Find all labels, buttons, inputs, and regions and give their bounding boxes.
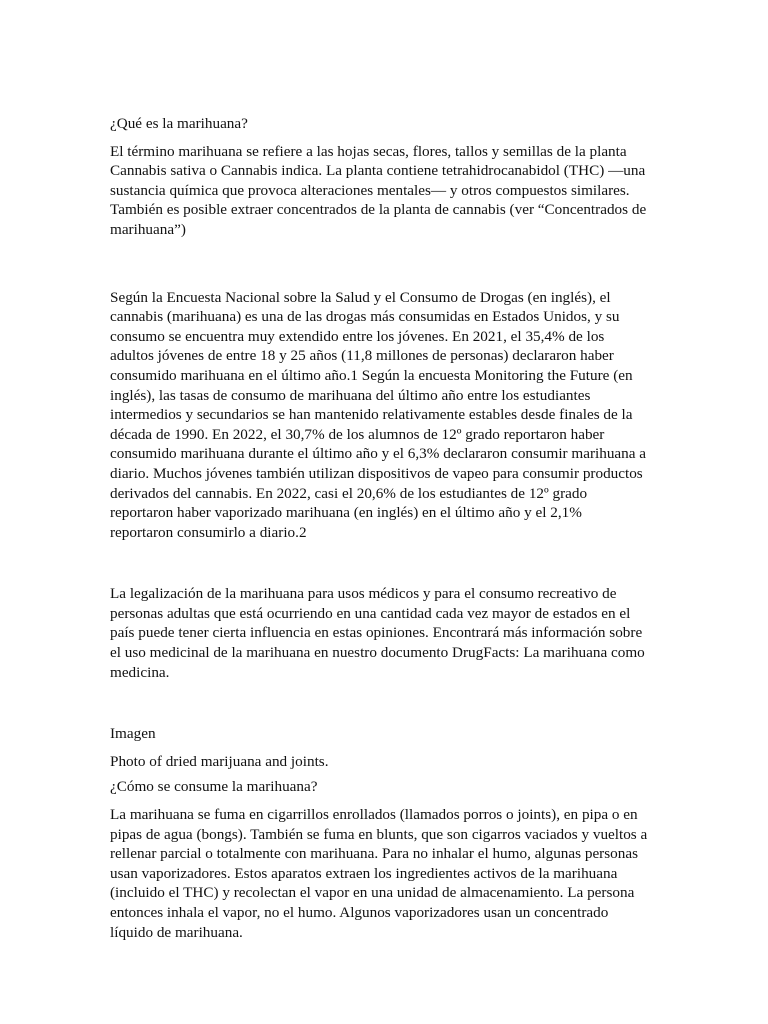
document-body [110,114,670,942]
paragraph-line: consumido marihuana durante el último año y el 6,3% declararon consumir marihuana a [110,445,647,463]
paragraph-line: país puede tener cierta influencia en estas opiniones. Encontrará más información sobre [110,624,643,642]
heading-what-is-marijuana [110,114,670,134]
paragraph-line: consumido marihuana en el último año.1 Según la encuesta Monitoring the Future (en [110,366,633,384]
paragraph-line: década de 1990. En 2022, el 30,7% de los alumnos de 12º grado reportaron haber [110,425,605,443]
image-caption [110,752,670,772]
paragraph-line: consumo se encuentra muy extendido entre los jóvenes. En 2021, el 35,4% de los [110,327,605,345]
paragraph-line: reportaron consumirlo a diario.2 [110,523,307,541]
paragraph-line: La marihuana se fuma en cigarrillos enrollados (llamados porros o joints), en pipa o en [110,806,638,824]
paragraph-line: personas adultas que está ocurriendo en una cantidad cada vez mayor de estados en el [110,604,631,622]
paragraph-line: marihuana”) [110,220,186,238]
image-label-text: Imagen [110,725,156,743]
paragraph-line: La legalización de la marihuana para usos médicos y para el consumo recreativo de [110,585,617,603]
paragraph-line: inglés), las tasas de consumo de marihuana del último año entre los estudiantes [110,386,591,404]
paragraph-line: el uso medicinal de la marihuana en nuestro documento DrugFacts: La marihuana como [110,644,645,662]
paragraph-line: El término marihuana se refiere a las hojas secas, flores, tallos y semillas de la planta [110,142,627,160]
paragraph-survey-statistics [110,288,670,543]
paragraph-definition [110,142,670,240]
image-caption-text: Photo of dried marijuana and joints. [110,752,329,770]
paragraph-line: Según la Encuesta Nacional sobre la Salud y el Consumo de Drogas (en inglés), el [110,288,611,306]
paragraph-line: reportaron haber vaporizado marihuana (en inglés) en el último año y el 2,1% [110,504,582,522]
paragraph-line: diario. Muchos jóvenes también utilizan dispositivos de vapeo para consumir productos [110,464,643,482]
paragraph-line: También es posible extraer concentrados de la planta de cannabis (ver “Concentrados de [110,201,647,219]
paragraph-legalization [110,584,670,682]
paragraph-line: medicina. [110,663,170,681]
paragraph-line: entonces inhala el vapor, no el humo. Algunos vaporizadores usan un concentrado [110,904,609,921]
paragraph-line: usan vaporizadores. Estos aparatos extraen los ingredientes activos de la marihuana [110,864,618,882]
paragraph-line: sustancia química que provoca alteraciones mentales— y otros compuestos similares. [110,181,630,199]
paragraph-line: intermedios y secundarios se han mantenido relativamente estables desde finales de la [110,406,633,424]
paragraph-line: líquido de marihuana. [110,923,243,941]
paragraph-line: adultos jóvenes de entre 18 y 25 años (11,8 millones de personas) declararon haber [110,347,614,365]
paragraph-line: Cannabis sativa o Cannabis indica. La planta contiene tetrahidrocanabidol (THC) —una [110,162,646,180]
paragraph-line: rellenar parcial o totalmente con marihuana. Para no inhalar el humo, algunas personas [110,845,638,863]
image-label [110,724,670,744]
paragraph-line: cannabis (marihuana) es una de las drogas más consumidas en Estados Unidos, y su [110,308,620,326]
heading-text: ¿Qué es la marihuana? [110,115,248,132]
paragraph-line: pipas de agua (bongs). También se fuma en blunts, que son cigarros vaciados y vueltos a [110,825,648,843]
heading-text: ¿Cómo se consume la marihuana? [110,778,318,796]
paragraph-line: (incluido el THC) y recolectan el vapor en una unidad de almacenamiento. La persona [110,884,635,902]
heading-how-is-it-consumed [110,777,670,797]
paragraph-consumption-methods [110,805,670,942]
paragraph-line: derivados del cannabis. En 2022, casi el 20,6% de los estudiantes de 12º grado [110,484,588,502]
